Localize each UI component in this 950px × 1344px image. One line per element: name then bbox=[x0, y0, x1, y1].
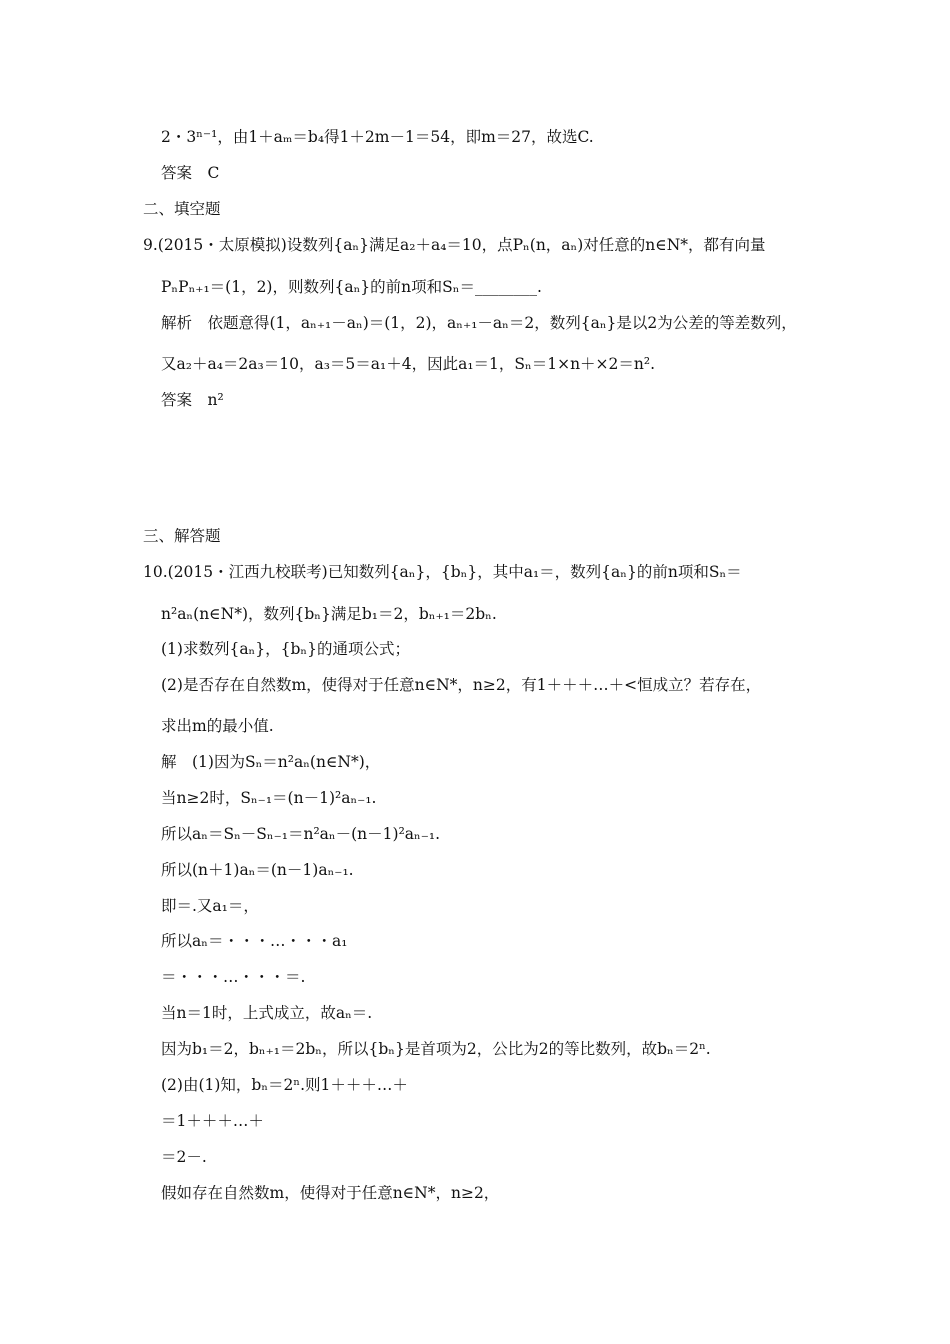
analysis-9-line-1: 解析 依题意得(1，aₙ₊₁－aₙ)＝(1，2)，aₙ₊₁－aₙ＝2，数列{aₙ}是以2为公差的等差数列， bbox=[161, 314, 797, 332]
answer-9: 答案 n² bbox=[161, 391, 224, 409]
question-9-line-1: 9.(2015・太原模拟)设数列{aₙ}满足a₂＋a₄＝10，点Pₙ(n，aₙ)对任意的n∈N*，都有向量 bbox=[143, 236, 766, 254]
solution-line-6: 所以aₙ＝・・・…・・・a₁ bbox=[161, 932, 348, 950]
question-10-line-1: 10.(2015・江西九校联考)已知数列{aₙ}，{bₙ}，其中a₁＝，数列{aₙ}的前n项和Sₙ＝ bbox=[143, 563, 742, 581]
question-10-part-1: (1)求数列{aₙ}，{bₙ}的通项公式； bbox=[161, 640, 410, 658]
solution-line-11: ＝1＋＋＋…＋ bbox=[161, 1112, 264, 1130]
solution-line-4: 所以(n＋1)aₙ＝(n－1)aₙ₋₁. bbox=[161, 861, 354, 879]
text-line-2: 答案 C bbox=[161, 164, 220, 182]
solution-line-13: 假如存在自然数m，使得对于任意n∈N*，n≥2， bbox=[161, 1184, 500, 1202]
solution-line-12: ＝2－. bbox=[161, 1148, 207, 1166]
solution-line-8: 当n＝1时，上式成立，故aₙ＝. bbox=[161, 1004, 373, 1022]
question-10-line-2: n²aₙ(n∈N*)，数列{bₙ}满足b₁＝2，bₙ₊₁＝2bₙ. bbox=[161, 605, 497, 623]
solution-line-1: 解 (1)因为Sₙ＝n²aₙ(n∈N*)， bbox=[161, 753, 381, 771]
solution-line-7: ＝・・・…・・・＝. bbox=[161, 968, 306, 986]
question-9-line-2: PₙPₙ₊₁＝(1，2)，则数列{aₙ}的前n项和Sₙ＝________. bbox=[161, 278, 542, 296]
solution-line-5: 即＝.又a₁＝， bbox=[161, 897, 259, 915]
question-10-part-2-line-1: (2)是否存在自然数m，使得对于任意n∈N*，n≥2，有1＋＋＋…＋<恒成立？若存在， bbox=[161, 676, 762, 694]
solution-line-9: 因为b₁＝2，bₙ₊₁＝2bₙ，所以{bₙ}是首项为2，公比为2的等比数列，故bₙ＝2ⁿ. bbox=[161, 1040, 711, 1058]
section-heading-solve: 三、解答题 bbox=[143, 527, 221, 545]
solution-line-10: (2)由(1)知，bₙ＝2ⁿ.则1＋＋＋…＋ bbox=[161, 1076, 408, 1094]
analysis-9-line-2: 又a₂＋a₄＝2a₃＝10，a₃＝5＝a₁＋4，因此a₁＝1，Sₙ＝1×n＋×2＝n². bbox=[161, 355, 656, 373]
section-heading-fill-blank: 二、填空题 bbox=[143, 200, 221, 218]
solution-line-3: 所以aₙ＝Sₙ－Sₙ₋₁＝n²aₙ－(n－1)²aₙ₋₁. bbox=[161, 825, 441, 843]
text-line-1: 2・3ⁿ⁻¹，由1＋aₘ＝b₄得1＋2m－1＝54，即m＝27，故选C. bbox=[161, 128, 594, 146]
question-10-part-2-line-2: 求出m的最小值. bbox=[161, 717, 274, 735]
solution-line-2: 当n≥2时，Sₙ₋₁＝(n－1)²aₙ₋₁. bbox=[161, 789, 377, 807]
